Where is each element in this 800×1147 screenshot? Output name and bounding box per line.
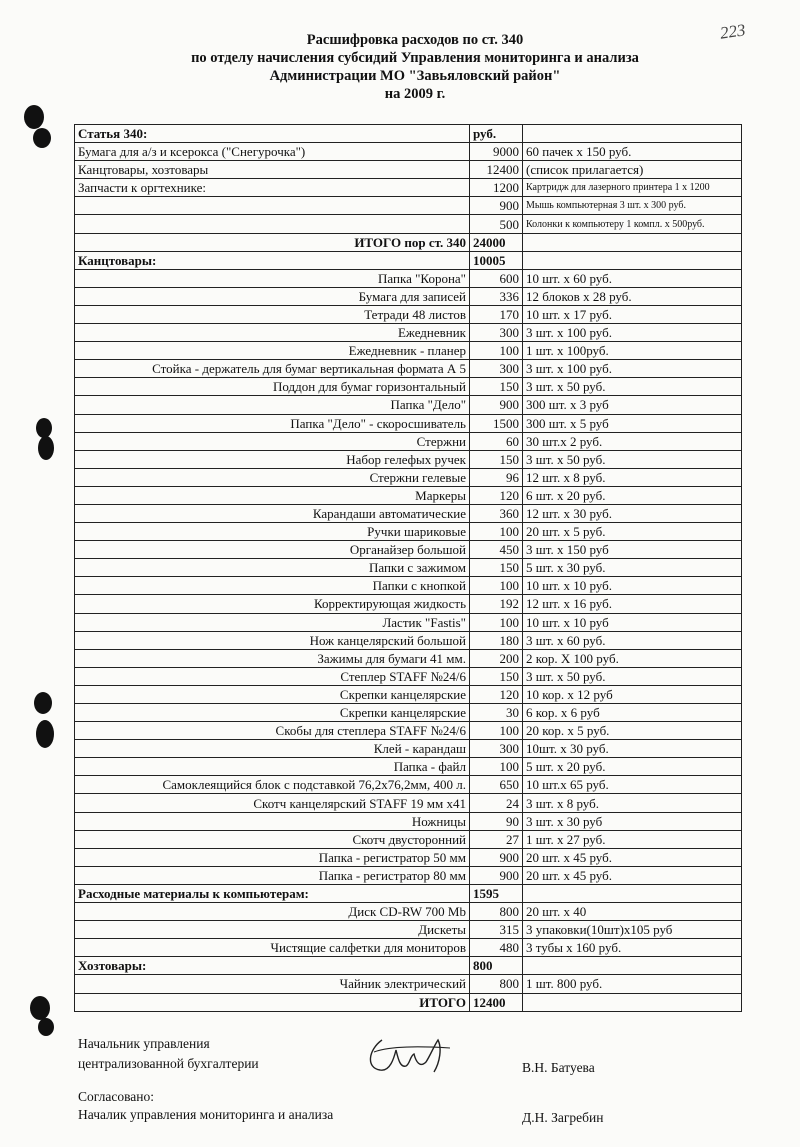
item-note-cell: 20 шт. х 5 руб. xyxy=(523,523,742,541)
item-note-cell: 10 кор. х 12 руб xyxy=(523,685,742,703)
item-sum-cell: 336 xyxy=(470,287,523,305)
item-sum-cell: руб. xyxy=(470,125,523,143)
item-sum-cell: 360 xyxy=(470,504,523,522)
table-row xyxy=(75,595,742,613)
item-name-cell: Тетради 48 листов xyxy=(75,305,470,323)
item-sum-cell: 800 xyxy=(470,975,523,993)
table-row xyxy=(75,993,742,1011)
item-sum-cell: 900 xyxy=(470,197,523,215)
item-name-cell: Расходные материалы к компьютерам: xyxy=(75,884,470,902)
item-note-cell: 5 шт. х 30 руб. xyxy=(523,559,742,577)
item-sum-cell: 150 xyxy=(470,378,523,396)
table-row xyxy=(75,740,742,758)
item-sum-cell: 800 xyxy=(470,903,523,921)
table-row xyxy=(75,396,742,414)
item-name-cell: Скрепки канцелярские xyxy=(75,685,470,703)
table-row xyxy=(75,848,742,866)
item-sum-cell: 150 xyxy=(470,559,523,577)
table-row xyxy=(75,685,742,703)
item-sum-cell: 12400 xyxy=(470,161,523,179)
item-sum-cell: 300 xyxy=(470,324,523,342)
item-note-cell: (список прилагается) xyxy=(523,161,742,179)
item-name-cell: ИТОГО xyxy=(75,993,470,1011)
item-note-cell: 3 шт. х 150 руб xyxy=(523,541,742,559)
table-row xyxy=(75,776,742,794)
item-sum-cell: 100 xyxy=(470,722,523,740)
item-note-cell: 3 шт. х 30 руб xyxy=(523,812,742,830)
item-note-cell: 1 шт. х 27 руб. xyxy=(523,830,742,848)
item-note-cell xyxy=(523,125,742,143)
item-name-cell: Папка "Корона" xyxy=(75,269,470,287)
item-sum-cell: 30 xyxy=(470,704,523,722)
item-note-cell: 3 шт. х 50 руб. xyxy=(523,378,742,396)
item-name-cell: Канцтовары, хозтовары xyxy=(75,161,470,179)
expense-table-body xyxy=(75,125,742,1012)
item-name-cell: Диск CD-RW 700 Mb xyxy=(75,903,470,921)
table-row xyxy=(75,468,742,486)
item-note-cell: 12 блоков х 28 руб. xyxy=(523,287,742,305)
item-sum-cell: 192 xyxy=(470,595,523,613)
item-name-cell: Самоклеящийся блок с подставкой 76,2х76,2мм, 400 л. xyxy=(75,776,470,794)
item-note-cell: 20 шт. х 45 руб. xyxy=(523,848,742,866)
item-name-cell: Канцтовары: xyxy=(75,251,470,269)
item-note-cell: 300 шт. х 5 руб xyxy=(523,414,742,432)
table-row xyxy=(75,342,742,360)
punch-hole-mark xyxy=(38,1018,54,1036)
item-sum-cell: 1595 xyxy=(470,884,523,902)
item-name-cell: Папка - регистратор 80 мм xyxy=(75,866,470,884)
item-name-cell: Ластик "Fastis" xyxy=(75,613,470,631)
item-name-cell: Карандаши автоматические xyxy=(75,504,470,522)
approver-name: Д.Н. Загребин xyxy=(522,1110,604,1125)
item-note-cell: 10 шт. х 17 руб. xyxy=(523,305,742,323)
table-row xyxy=(75,161,742,179)
item-name-cell: Папка - файл xyxy=(75,758,470,776)
table-row xyxy=(75,866,742,884)
table-row xyxy=(75,541,742,559)
table-row xyxy=(75,143,742,161)
table-row xyxy=(75,233,742,251)
item-sum-cell: 12400 xyxy=(470,993,523,1011)
table-row xyxy=(75,577,742,595)
item-name-cell: Дискеты xyxy=(75,921,470,939)
table-row xyxy=(75,486,742,504)
item-name-cell: Папка "Дело" - скоросшиватель xyxy=(75,414,470,432)
item-sum-cell: 100 xyxy=(470,342,523,360)
approver-title: Началик управления мониторинга и анализа xyxy=(78,1107,334,1122)
item-sum-cell: 24 xyxy=(470,794,523,812)
item-note-cell: 6 кор. х 6 руб xyxy=(523,704,742,722)
table-row xyxy=(75,125,742,143)
item-sum-cell: 120 xyxy=(470,685,523,703)
table-row xyxy=(75,884,742,902)
item-note-cell: Мышь компьютерная 3 шт. х 300 руб. xyxy=(523,197,742,215)
item-name-cell: Стержни xyxy=(75,432,470,450)
table-row xyxy=(75,324,742,342)
item-sum-cell: 170 xyxy=(470,305,523,323)
item-note-cell: 12 шт. х 30 руб. xyxy=(523,504,742,522)
item-note-cell: 5 шт. х 20 руб. xyxy=(523,758,742,776)
head-name: В.Н. Батуева xyxy=(522,1060,595,1075)
item-sum-cell: 100 xyxy=(470,523,523,541)
header-administration: Администрации МО "Завьяловский район" xyxy=(269,68,561,84)
item-note-cell: 12 шт. х 16 руб. xyxy=(523,595,742,613)
item-note-cell: 3 шт. х 100 руб. xyxy=(523,360,742,378)
item-note-cell: 10 шт. х 10 руб xyxy=(523,613,742,631)
item-name-cell: ИТОГО пор ст. 340 xyxy=(75,233,470,251)
table-row xyxy=(75,360,742,378)
table-row xyxy=(75,975,742,993)
table-row xyxy=(75,794,742,812)
item-note-cell xyxy=(523,251,742,269)
table-row xyxy=(75,830,742,848)
item-note-cell: 1 шт. 800 руб. xyxy=(523,975,742,993)
table-row xyxy=(75,414,742,432)
table-row xyxy=(75,812,742,830)
item-note-cell: 6 шт. х 20 руб. xyxy=(523,486,742,504)
item-name-cell: Скотч двусторонний xyxy=(75,830,470,848)
item-sum-cell: 900 xyxy=(470,866,523,884)
table-row xyxy=(75,921,742,939)
item-sum-cell: 60 xyxy=(470,432,523,450)
table-row xyxy=(75,957,742,975)
item-name-cell: Чистящие салфетки для мониторов xyxy=(75,939,470,957)
punch-hole-mark xyxy=(30,996,50,1020)
page-number: 223 xyxy=(718,20,747,43)
item-note-cell xyxy=(523,233,742,251)
item-name-cell: Набор гелефых ручек xyxy=(75,450,470,468)
item-name-cell: Ножницы xyxy=(75,812,470,830)
item-note-cell: 20 шт. х 45 руб. xyxy=(523,866,742,884)
item-note-cell: Картридж для лазерного принтера 1 х 1200 xyxy=(523,179,742,197)
table-row xyxy=(75,378,742,396)
item-note-cell: 3 шт. х 8 руб. xyxy=(523,794,742,812)
table-row xyxy=(75,559,742,577)
item-name-cell: Статья 340: xyxy=(75,125,470,143)
item-sum-cell: 150 xyxy=(470,450,523,468)
item-name-cell: Ручки шариковые xyxy=(75,523,470,541)
item-name-cell: Клей - карандаш xyxy=(75,740,470,758)
table-row xyxy=(75,450,742,468)
item-note-cell: 300 шт. х 3 руб xyxy=(523,396,742,414)
punch-hole-mark xyxy=(24,105,44,129)
item-name-cell: Ежедневник xyxy=(75,324,470,342)
table-row xyxy=(75,939,742,957)
header-year: на 2009 г. xyxy=(384,86,446,102)
item-name-cell: Ежедневник - планер xyxy=(75,342,470,360)
item-sum-cell: 100 xyxy=(470,577,523,595)
item-note-cell: 1 шт. х 100руб. xyxy=(523,342,742,360)
item-name-cell: Степлер STAFF №24/6 xyxy=(75,667,470,685)
item-note-cell: 10 шт. х 60 руб. xyxy=(523,269,742,287)
item-name-cell: Нож канцелярский большой xyxy=(75,631,470,649)
item-name-cell: Папка - регистратор 50 мм xyxy=(75,848,470,866)
item-sum-cell: 27 xyxy=(470,830,523,848)
table-row xyxy=(75,287,742,305)
table-row xyxy=(75,215,742,233)
document-header xyxy=(90,31,740,103)
table-row xyxy=(75,667,742,685)
item-sum-cell: 900 xyxy=(470,848,523,866)
item-name-cell: Бумага для а/з и ксерокса ("Снегурочка") xyxy=(75,143,470,161)
expense-table xyxy=(74,124,742,1012)
item-note-cell: 3 шт. х 60 руб. xyxy=(523,631,742,649)
item-sum-cell: 150 xyxy=(470,667,523,685)
item-sum-cell: 500 xyxy=(470,215,523,233)
item-note-cell: 10 шт. х 10 руб. xyxy=(523,577,742,595)
item-sum-cell: 900 xyxy=(470,396,523,414)
item-name-cell: Маркеры xyxy=(75,486,470,504)
header-department: по отделу начисления субсидий Управления мониторинга и анализа xyxy=(191,50,639,66)
item-sum-cell: 100 xyxy=(470,613,523,631)
item-note-cell: 60 пачек х 150 руб. xyxy=(523,143,742,161)
item-note-cell: 10 шт.х 65 руб. xyxy=(523,776,742,794)
item-note-cell: Колонки к компьютеру 1 компл. х 500руб. xyxy=(523,215,742,233)
head-title-line2: централизованной бухгалтерии xyxy=(78,1056,259,1071)
head-title-line1: Начальник управления xyxy=(78,1036,210,1051)
item-sum-cell: 10005 xyxy=(470,251,523,269)
table-row xyxy=(75,704,742,722)
table-row xyxy=(75,269,742,287)
item-sum-cell: 120 xyxy=(470,486,523,504)
item-sum-cell: 450 xyxy=(470,541,523,559)
item-name-cell: Корректирующая жидкость xyxy=(75,595,470,613)
item-name-cell: Органайзер большой xyxy=(75,541,470,559)
table-row xyxy=(75,504,742,522)
item-note-cell: 30 шт.х 2 руб. xyxy=(523,432,742,450)
item-name-cell: Запчасти к оргтехнике: xyxy=(75,179,470,197)
item-sum-cell: 800 xyxy=(470,957,523,975)
table-row xyxy=(75,179,742,197)
item-note-cell: 3 шт. х 100 руб. xyxy=(523,324,742,342)
item-sum-cell: 300 xyxy=(470,360,523,378)
item-note-cell xyxy=(523,957,742,975)
item-sum-cell: 1500 xyxy=(470,414,523,432)
table-row xyxy=(75,251,742,269)
item-name-cell xyxy=(75,197,470,215)
punch-hole-mark xyxy=(36,720,54,748)
item-name-cell: Стойка - держатель для бумаг вертикальная формата А 5 xyxy=(75,360,470,378)
table-row xyxy=(75,758,742,776)
header-title: Расшифровка расходов по ст. 340 xyxy=(306,32,524,48)
approved-label: Согласовано: xyxy=(78,1089,154,1104)
item-name-cell: Поддон для бумаг горизонтальный xyxy=(75,378,470,396)
table-row xyxy=(75,722,742,740)
table-row xyxy=(75,197,742,215)
item-note-cell: 3 упаковки(10шт)х105 руб xyxy=(523,921,742,939)
item-name-cell: Чайник электрический xyxy=(75,975,470,993)
item-sum-cell: 24000 xyxy=(470,233,523,251)
item-name-cell: Хозтовары: xyxy=(75,957,470,975)
item-sum-cell: 200 xyxy=(470,649,523,667)
item-name-cell: Папки с кнопкой xyxy=(75,577,470,595)
item-sum-cell: 600 xyxy=(470,269,523,287)
item-name-cell: Стержни гелевые xyxy=(75,468,470,486)
punch-hole-mark xyxy=(38,436,54,460)
handwritten-signature xyxy=(360,1028,460,1078)
item-name-cell: Скобы для степлера STAFF №24/6 xyxy=(75,722,470,740)
punch-hole-mark xyxy=(34,692,52,714)
item-sum-cell: 480 xyxy=(470,939,523,957)
item-note-cell: 2 кор. Х 100 руб. xyxy=(523,649,742,667)
item-name-cell: Бумага для записей xyxy=(75,287,470,305)
item-note-cell xyxy=(523,993,742,1011)
item-sum-cell: 90 xyxy=(470,812,523,830)
item-note-cell: 20 шт. х 40 xyxy=(523,903,742,921)
table-row xyxy=(75,523,742,541)
item-name-cell: Зажимы для бумаги 41 мм. xyxy=(75,649,470,667)
item-note-cell: 12 шт. х 8 руб. xyxy=(523,468,742,486)
item-sum-cell: 96 xyxy=(470,468,523,486)
item-note-cell: 20 кор. х 5 руб. xyxy=(523,722,742,740)
item-note-cell: 3 тубы х 160 руб. xyxy=(523,939,742,957)
item-note-cell: 10шт. х 30 руб. xyxy=(523,740,742,758)
table-row xyxy=(75,432,742,450)
item-name-cell: Папки с зажимом xyxy=(75,559,470,577)
item-name-cell xyxy=(75,215,470,233)
item-note-cell xyxy=(523,884,742,902)
table-row xyxy=(75,649,742,667)
table-row xyxy=(75,613,742,631)
punch-hole-mark xyxy=(36,418,52,438)
item-name-cell: Папка "Дело" xyxy=(75,396,470,414)
item-sum-cell: 650 xyxy=(470,776,523,794)
item-sum-cell: 9000 xyxy=(470,143,523,161)
table-row xyxy=(75,903,742,921)
item-sum-cell: 100 xyxy=(470,758,523,776)
item-sum-cell: 180 xyxy=(470,631,523,649)
table-row xyxy=(75,305,742,323)
item-sum-cell: 1200 xyxy=(470,179,523,197)
item-sum-cell: 300 xyxy=(470,740,523,758)
item-name-cell: Скотч канцелярский STAFF 19 мм х41 xyxy=(75,794,470,812)
item-sum-cell: 315 xyxy=(470,921,523,939)
punch-hole-mark xyxy=(33,128,51,148)
item-note-cell: 3 шт. х 50 руб. xyxy=(523,450,742,468)
item-note-cell: 3 шт. х 50 руб. xyxy=(523,667,742,685)
table-row xyxy=(75,631,742,649)
item-name-cell: Скрепки канцелярские xyxy=(75,704,470,722)
